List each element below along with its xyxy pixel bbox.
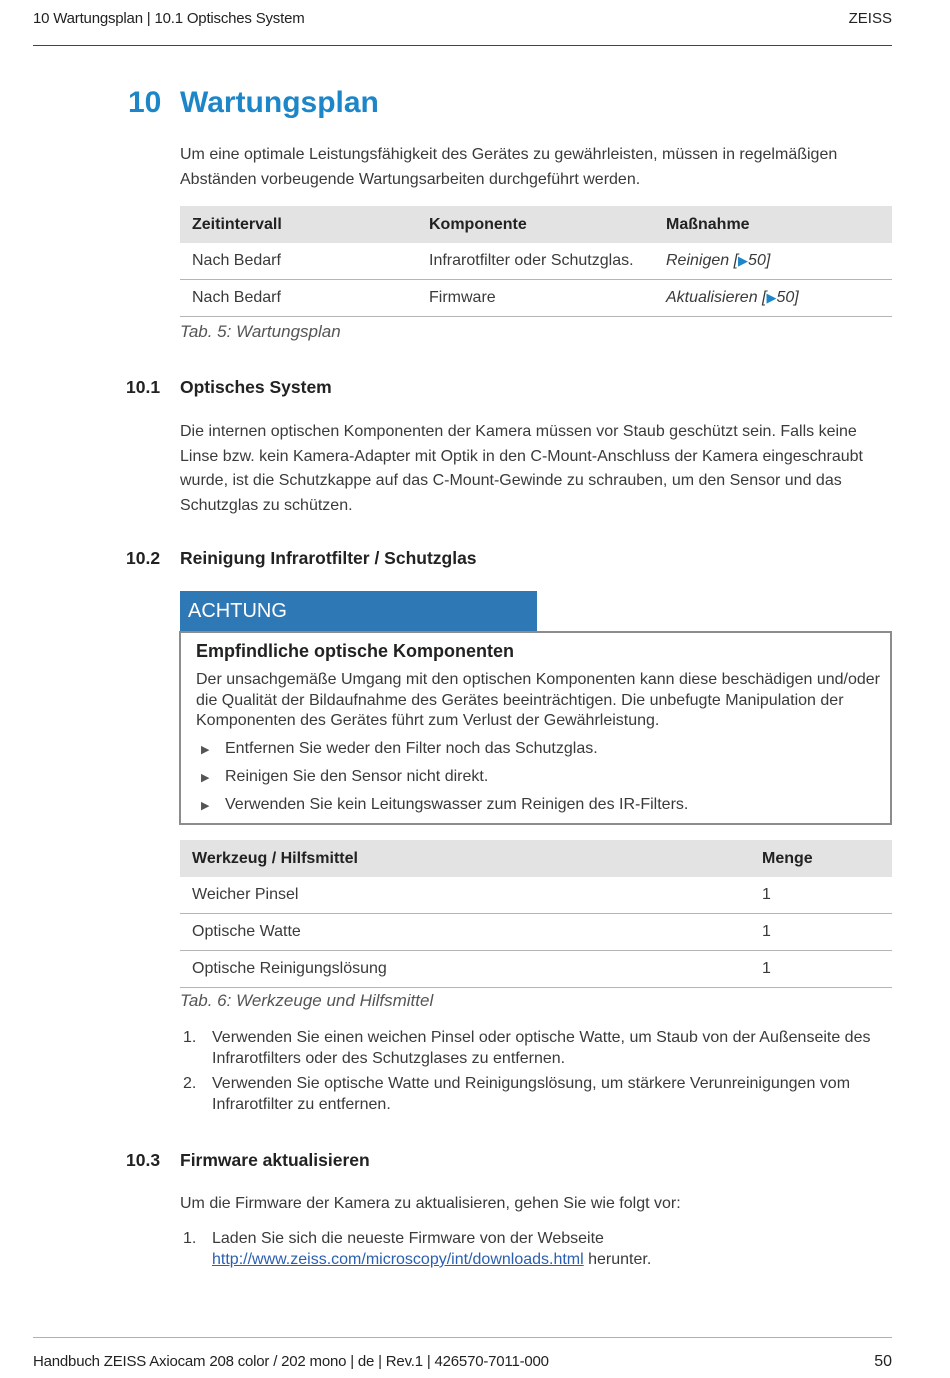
section-number: 10.1 bbox=[126, 377, 161, 397]
notice-text: Der unsachgemäße Umgang mit den optischen Komponenten kann diese beschädigen und/oder die Qualität der Bildaufnahme des Gerätes beeinträchtigen. Die unbefugte Manipulation der Komponenten des Gerätes führt zum Verlust der Gewährleistung. bbox=[196, 671, 880, 729]
interval-cell: Nach Bedarf bbox=[180, 280, 417, 317]
table-header-row bbox=[180, 840, 892, 877]
table-row bbox=[180, 243, 892, 280]
tool-cell: Weicher Pinsel bbox=[180, 877, 750, 914]
notice-label: ACHTUNG bbox=[180, 591, 537, 631]
numbered-step: 1. Verwenden Sie einen weichen Pinsel oder optische Watte, um Staub von der Außenseite des Infrarotfilters oder des Schutzglases zu entfernen. bbox=[183, 1029, 871, 1067]
notice-title: Empfindliche optische Komponenten bbox=[196, 641, 515, 661]
table-caption: Tab. 5: Wartungsplan bbox=[180, 322, 341, 341]
tool-cell: Optische Reinigungslösung bbox=[180, 951, 750, 988]
intro-paragraph: Um eine optimale Leistungsfähigkeit des Gerätes zu gewährleisten, müssen in regelmäßigen Abständen vorbeugende Wartungsarbeiten durchgeführt werden. bbox=[180, 146, 838, 188]
column-header: Werkzeug / Hilfsmittel bbox=[180, 840, 750, 877]
bullet-arrow-icon: ▶ bbox=[201, 800, 210, 812]
component-cell: Infrarotfilter oder Schutzglas. bbox=[417, 243, 654, 280]
table-row bbox=[180, 951, 892, 988]
page-ref-arrow-icon: ▶ bbox=[766, 290, 777, 305]
column-header: Zeitintervall bbox=[180, 206, 417, 243]
download-link[interactable]: http://www.zeiss.com/microscopy/int/downloads.html bbox=[212, 1251, 584, 1268]
column-header: Maßnahme bbox=[654, 206, 892, 243]
table-header-row bbox=[180, 206, 892, 243]
tool-cell: Optische Watte bbox=[180, 914, 750, 951]
numbered-step: 1. Laden Sie sich die neueste Firmware von der Webseite http://www.zeiss.com/microscopy/int/downloads.html herunter. bbox=[183, 1230, 652, 1268]
section-title: Optisches System bbox=[180, 377, 332, 397]
section-number: 10.3 bbox=[126, 1150, 161, 1170]
chapter-number: 10 bbox=[128, 86, 162, 119]
maintenance-table bbox=[180, 206, 892, 317]
action-link[interactable]: Aktualisieren [▶50] bbox=[654, 280, 892, 317]
action-link[interactable]: Reinigen [▶50] bbox=[654, 243, 892, 280]
numbered-step: 2. Verwenden Sie optische Watte und Reinigungslösung, um stärkere Verunreinigungen vom Infrarotfilter zu entfernen. bbox=[183, 1075, 851, 1113]
brand-label: ZEISS bbox=[848, 10, 892, 27]
quantity-cell: 1 bbox=[750, 951, 892, 988]
section-paragraph: Um die Firmware der Kamera zu aktualisieren, gehen Sie wie folgt vor: bbox=[180, 1195, 681, 1212]
page-ref-arrow-icon: ▶ bbox=[738, 253, 749, 268]
table-row bbox=[180, 280, 892, 317]
component-cell: Firmware bbox=[417, 280, 654, 317]
interval-cell: Nach Bedarf bbox=[180, 243, 417, 280]
tools-table bbox=[180, 840, 892, 988]
footer-rule bbox=[33, 1337, 892, 1338]
section-paragraph: Die internen optischen Komponenten der Kamera müssen vor Staub geschützt sein. Falls keine Linse bzw. kein Kamera-Adapter mit Optik in den C-Mount-Anschluss der Kamera eingeschraubt wurde, ist die Schutzkappe auf das C-Mount-Gewinde zu schrauben, um den Sensor und das Schutzglas zu schützen. bbox=[180, 423, 863, 514]
table-row bbox=[180, 877, 892, 914]
page-number: 50 bbox=[874, 1353, 892, 1370]
chapter-title: Wartungsplan bbox=[180, 86, 379, 119]
section-title: Reinigung Infrarotfilter / Schutzglas bbox=[180, 548, 477, 568]
section-number: 10.2 bbox=[126, 548, 161, 568]
quantity-cell: 1 bbox=[750, 877, 892, 914]
table-row bbox=[180, 914, 892, 951]
bullet-arrow-icon: ▶ bbox=[201, 744, 210, 756]
table-caption: Tab. 6: Werkzeuge und Hilfsmittel bbox=[180, 991, 434, 1010]
column-header: Komponente bbox=[417, 206, 654, 243]
running-header: 10 Wartungsplan | 10.1 Optisches System bbox=[33, 10, 305, 27]
footer-text: Handbuch ZEISS Axiocam 208 color / 202 mono | de | Rev.1 | 426570-7011-000 bbox=[33, 1353, 549, 1370]
section-title: Firmware aktualisieren bbox=[180, 1150, 370, 1170]
bullet-arrow-icon: ▶ bbox=[201, 772, 210, 784]
header-rule bbox=[33, 45, 892, 46]
column-header: Menge bbox=[750, 840, 892, 877]
quantity-cell: 1 bbox=[750, 914, 892, 951]
